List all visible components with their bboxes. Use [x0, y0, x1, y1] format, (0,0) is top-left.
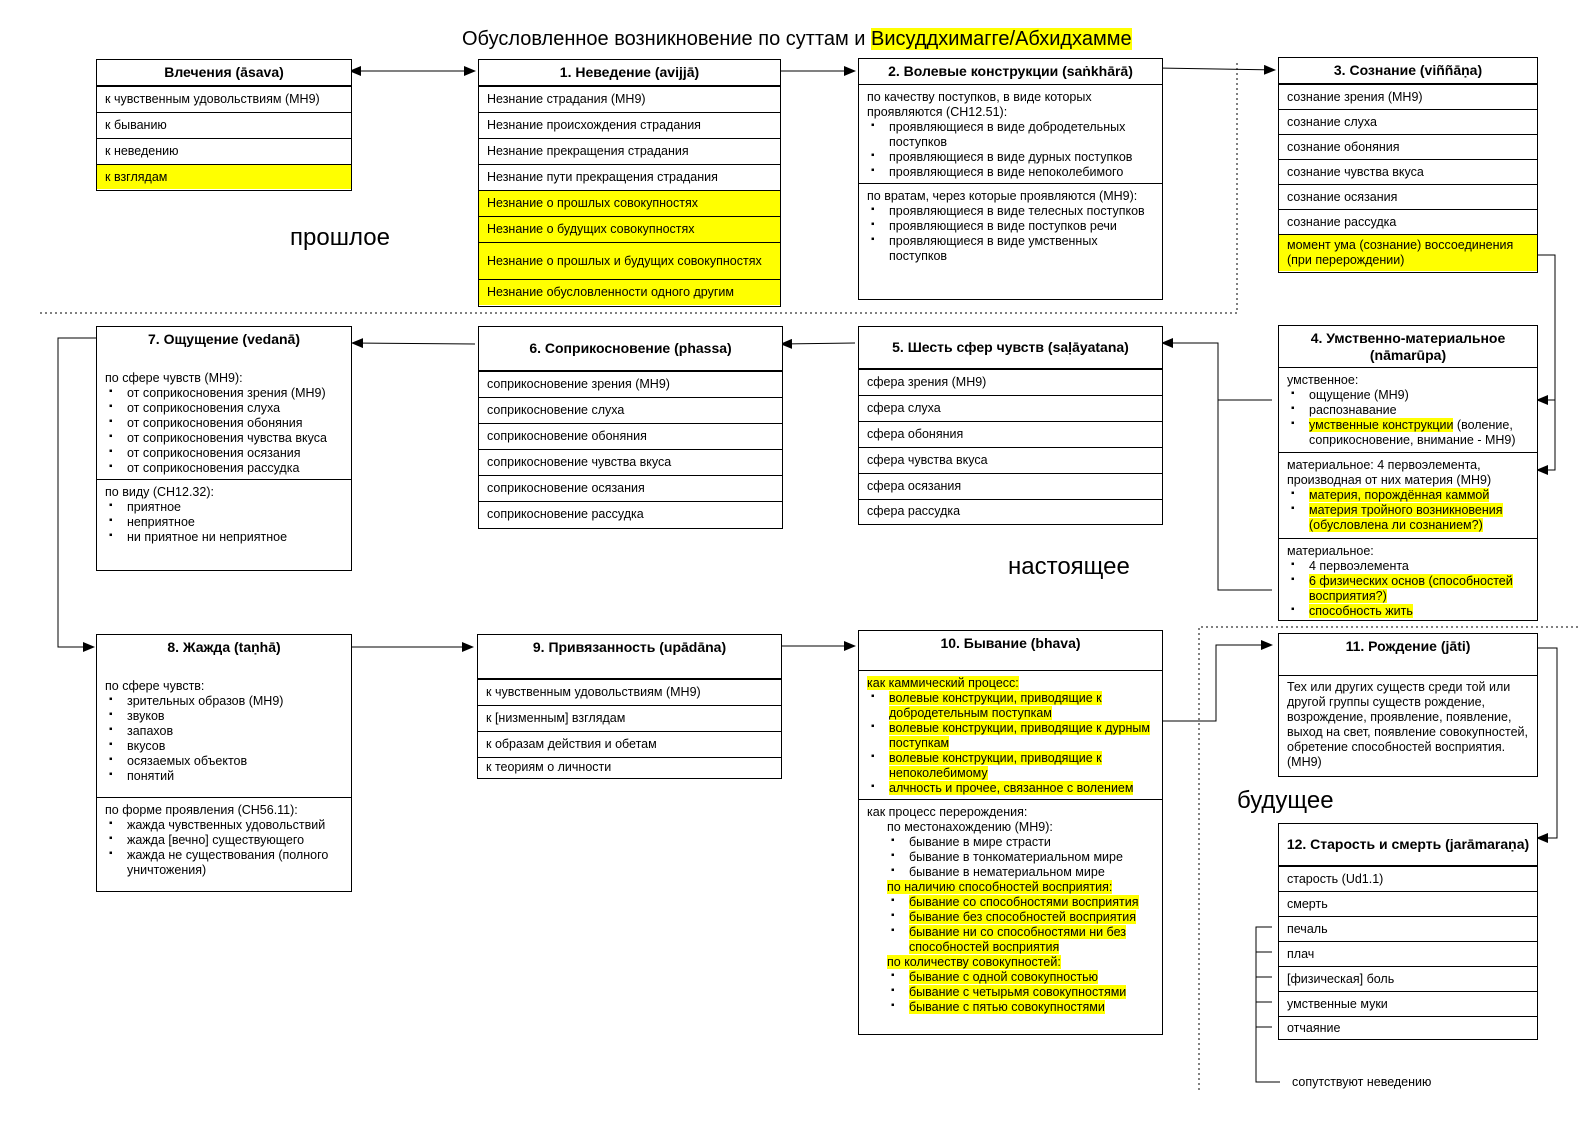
accompany-note: сопутствуют неведению [1292, 1075, 1432, 1089]
sankhara-section-quality [859, 85, 1162, 183]
list-item: ▪ ни приятное ни неприятное [105, 530, 343, 545]
tanha-section-forms [97, 797, 351, 881]
upadana-row: к образам действия и обетам [478, 731, 781, 757]
vedana-box [96, 326, 352, 571]
salayatana-header: 5. Шесть сфер чувств (saḷāyatana) [859, 327, 1162, 369]
jaramarana-header: 12. Старость и смерть (jarāmaraṇa) [1279, 824, 1537, 866]
list-item [867, 895, 1154, 910]
jaramarana-row: печаль [1279, 916, 1537, 941]
list-item: ▪ от соприкосновения осязания [105, 446, 343, 461]
phassa-row: соприкосновение обоняния [479, 423, 782, 449]
jati-text: Тех или других существ среди той или другой группы существ рождение, возрождение, проявление, появление, выход на свет, появление совокупностей, обретение способностей восприятия. (МН9) [1287, 680, 1528, 769]
list-item: ▪ 4 первоэлемента [1287, 559, 1529, 574]
salayatana-row: сфера осязания [859, 473, 1162, 499]
list-item [867, 751, 1154, 781]
namarupa-section-mental [1279, 368, 1537, 452]
jaramarana-row: [физическая] боль [1279, 966, 1537, 991]
vinnana-row: сознание слуха [1279, 109, 1537, 134]
list-item: ▪ звуков [105, 709, 343, 724]
list-item: ▪ распознавание [1287, 403, 1529, 418]
salayatana-row: сфера рассудка [859, 499, 1162, 523]
phassa-row: соприкосновение зрения (МН9) [479, 371, 782, 397]
jaramarana-row: отчаяние [1279, 1016, 1537, 1039]
list-item: ▪ от соприкосновения рассудка [105, 461, 343, 476]
list-item: ▪ бывание в мире страсти [867, 835, 1154, 850]
section-intro: по виду (СН12.32): [105, 485, 214, 499]
avijja-row: Незнание о прошлых и будущих совокупностях [479, 242, 780, 279]
list-item: ▪ неприятное [105, 515, 343, 530]
upadana-header: 9. Привязанность (upādāna) [478, 635, 781, 679]
section-intro: по форме проявления (СН56.11): [105, 803, 298, 817]
avijja-row: Незнание происхождения страдания [479, 112, 780, 138]
highlight-text: 6 физических основ (способностей восприятия?) [1309, 574, 1513, 603]
jaramarana-box [1278, 823, 1538, 1040]
sankhara-box [858, 58, 1163, 300]
highlight-text: алчность и прочее, связанное с волением [889, 781, 1134, 795]
list-item [1287, 604, 1529, 619]
list-item: ▪ зрительных образов (МН9) [105, 694, 343, 709]
upadana-row: к теориям о личности [478, 757, 781, 777]
section-intro: умственное: [1287, 373, 1359, 387]
section-intro: по сфере чувств: [105, 679, 205, 693]
vinnana-row: сознание осязания [1279, 184, 1537, 209]
list-item: ▪ проявляющиеся в виде поступков речи [867, 219, 1154, 234]
tanha-section-senses [97, 679, 351, 797]
subsection-title: по количеству совокупностей: [887, 955, 1061, 969]
list-item [867, 1000, 1154, 1015]
list-item: ▪ проявляющиеся в виде непоколебимого [867, 165, 1154, 180]
list-item: ▪ бывание в тонкоматериальном мире [867, 850, 1154, 865]
period-present: настоящее [1008, 553, 1130, 580]
list-item [867, 691, 1154, 721]
list-item [1287, 574, 1529, 604]
jati-box [1278, 633, 1538, 777]
asava-row: к чувственным удовольствиям (МН9) [97, 86, 351, 112]
list-item: ▪ от соприкосновения обоняния [105, 416, 343, 431]
list-item: ▪ приятное [105, 500, 343, 515]
section-intro: материальное: 4 первоэлемента, производная от них материя (МН9) [1287, 458, 1492, 487]
avijja-box [478, 59, 781, 307]
upadana-row: к чувственным удовольствиям (МН9) [478, 679, 781, 705]
highlight-text: волевые конструкции, приводящие к непоколебимому [889, 751, 1102, 780]
sankhara-header: 2. Волевые конструкции (saṅkhārā) [859, 59, 1162, 85]
list-item: ▪ бывание в нематериальном мире [867, 865, 1154, 880]
list-item [1287, 418, 1529, 448]
avijja-header: 1. Неведение (avijjā) [479, 60, 780, 86]
tanha-box [96, 634, 352, 892]
list-item [1287, 488, 1529, 503]
namarupa-header: 4. Умственно-материальное (nāmarūpa) [1279, 326, 1537, 368]
highlight-text: волевые конструкции, приводящие к добродетельным поступкам [889, 691, 1102, 720]
sankhara-section-gates [859, 183, 1162, 267]
vedana-section-senses [97, 371, 351, 479]
jaramarana-row: плач [1279, 941, 1537, 966]
list-item [867, 970, 1154, 985]
list-item: ▪ проявляющиеся в виде дурных поступков [867, 150, 1154, 165]
list-item: ▪ вкусов [105, 739, 343, 754]
namarupa-section-material1 [1279, 452, 1537, 538]
list-item: ▪ запахов [105, 724, 343, 739]
jaramarana-row: смерть [1279, 891, 1537, 916]
namarupa-box [1278, 325, 1538, 621]
highlight-text: материя, порождённая каммой [1309, 488, 1490, 502]
section-intro: по сфере чувств (МН9): [105, 371, 243, 385]
highlight-text: способность жить [1309, 604, 1413, 618]
avijja-row: Незнание о будущих совокупностях [479, 216, 780, 242]
jati-header: 11. Рождение (jāti) [1279, 634, 1537, 676]
list-item: ▪ проявляющиеся в виде добродетельных поступков [867, 120, 1154, 150]
section-intro: как процесс перерождения: [867, 805, 1028, 819]
avijja-row: Незнание пути прекращения страдания [479, 164, 780, 190]
highlight-text: бывание со способностями восприятия [909, 895, 1139, 909]
highlight-text: материя тройного возникновения (обусловлена ли сознанием?) [1309, 503, 1503, 532]
phassa-header: 6. Соприкосновение (phassa) [479, 327, 782, 371]
salayatana-row: сфера обоняния [859, 421, 1162, 447]
subsection-title: по местонахождению (МН9): [887, 820, 1053, 834]
list-item-tail: (воление, соприкосновение, внимание - МН9) [1309, 418, 1516, 447]
salayatana-row: сфера чувства вкуса [859, 447, 1162, 473]
list-item: ▪ ощущение (МН9) [1287, 388, 1529, 403]
highlight-text: волевые конструкции, приводящие к дурным поступкам [889, 721, 1150, 750]
phassa-row: соприкосновение рассудка [479, 501, 782, 527]
list-item [867, 925, 1154, 955]
asava-row: к быванию [97, 112, 351, 138]
list-item: ▪ от соприкосновения чувства вкуса [105, 431, 343, 446]
vinnana-row: сознание зрения (МН9) [1279, 84, 1537, 109]
phassa-box [478, 326, 783, 529]
list-item [1287, 503, 1529, 533]
vinnana-header: 3. Сознание (viññāṇa) [1279, 58, 1537, 84]
highlight-text: бывание ни со способностями ни без способностей восприятия [909, 925, 1126, 954]
vinnana-row: момент ума (сознание) воссоединения (при перерождении) [1279, 234, 1537, 271]
list-item: ▪ осязаемых объектов [105, 754, 343, 769]
list-item: ▪ жажда не существования (полного уничтожения) [105, 848, 343, 878]
vinnana-row: сознание чувства вкуса [1279, 159, 1537, 184]
avijja-row: Незнание обусловленности одного другим [479, 279, 780, 305]
list-item [867, 910, 1154, 925]
vedana-header: 7. Ощущение (vedanā) [148, 331, 300, 347]
vinnana-box [1278, 57, 1538, 273]
list-item: ▪ понятий [105, 769, 343, 784]
bhava-section-karmic [859, 671, 1162, 799]
phassa-row: соприкосновение слуха [479, 397, 782, 423]
salayatana-box [858, 326, 1163, 525]
phassa-row: соприкосновение осязания [479, 475, 782, 501]
bhava-section-rebirth [859, 799, 1162, 1018]
salayatana-row: сфера зрения (МН9) [859, 369, 1162, 395]
section-intro: материальное: [1287, 544, 1374, 558]
list-item: ▪ проявляющиеся в виде умственных поступков [867, 234, 1154, 264]
jaramarana-row: умственные муки [1279, 991, 1537, 1016]
diagram-title: Обусловленное возникновение по суттам и Висуддхимагге/Абхидхамме [462, 28, 1132, 50]
bhava-box [858, 630, 1163, 1035]
subsection-title: по наличию способностей восприятия: [887, 880, 1113, 894]
bhava-header: 10. Бывание (bhava) [859, 631, 1162, 671]
section-intro: как каммический процесс: [867, 676, 1019, 690]
list-item: ▪ от соприкосновения зрения (МН9) [105, 386, 343, 401]
tanha-header: 8. Жажда (taṇhā) [167, 639, 281, 655]
asava-box [96, 59, 352, 191]
section-intro: по качеству поступков, в виде которых проявляются (СН12.51): [867, 90, 1092, 119]
list-item [867, 781, 1154, 796]
vedana-section-kind [97, 479, 351, 548]
highlight-text: бывание с четырьмя совокупностями [909, 985, 1127, 999]
asava-row: к взглядам [97, 164, 351, 189]
section-intro: по вратам, через которые проявляются (МН9): [867, 189, 1138, 203]
period-past: прошлое [290, 224, 390, 251]
highlight-text: бывание с одной совокупностью [909, 970, 1099, 984]
avijja-row: Незнание прекращения страдания [479, 138, 780, 164]
list-item: ▪ жажда [вечно] существующего [105, 833, 343, 848]
highlight-text: умственные конструкции [1309, 418, 1454, 432]
asava-header: Влечения (āsava) [97, 60, 351, 86]
list-item [867, 985, 1154, 1000]
avijja-row: Незнание о прошлых совокупностях [479, 190, 780, 216]
phassa-row: соприкосновение чувства вкуса [479, 449, 782, 475]
list-item: ▪ жажда чувственных удовольствий [105, 818, 343, 833]
asava-row: к неведению [97, 138, 351, 164]
period-future: будущее [1237, 787, 1334, 814]
jaramarana-row: старость (Ud1.1) [1279, 866, 1537, 891]
list-item: ▪ проявляющиеся в виде телесных поступков [867, 204, 1154, 219]
upadana-row: к [низменным] взглядам [478, 705, 781, 731]
highlight-text: бывание без способностей восприятия [909, 910, 1137, 924]
salayatana-row: сфера слуха [859, 395, 1162, 421]
upadana-box [477, 634, 782, 779]
list-item: ▪ от соприкосновения слуха [105, 401, 343, 416]
namarupa-section-material2 [1279, 538, 1537, 622]
list-item [867, 721, 1154, 751]
avijja-row: Незнание страдания (МН9) [479, 86, 780, 112]
vinnana-row: сознание обоняния [1279, 134, 1537, 159]
vinnana-row: сознание рассудка [1279, 209, 1537, 234]
highlight-text: бывание с пятью совокупностями [909, 1000, 1105, 1014]
